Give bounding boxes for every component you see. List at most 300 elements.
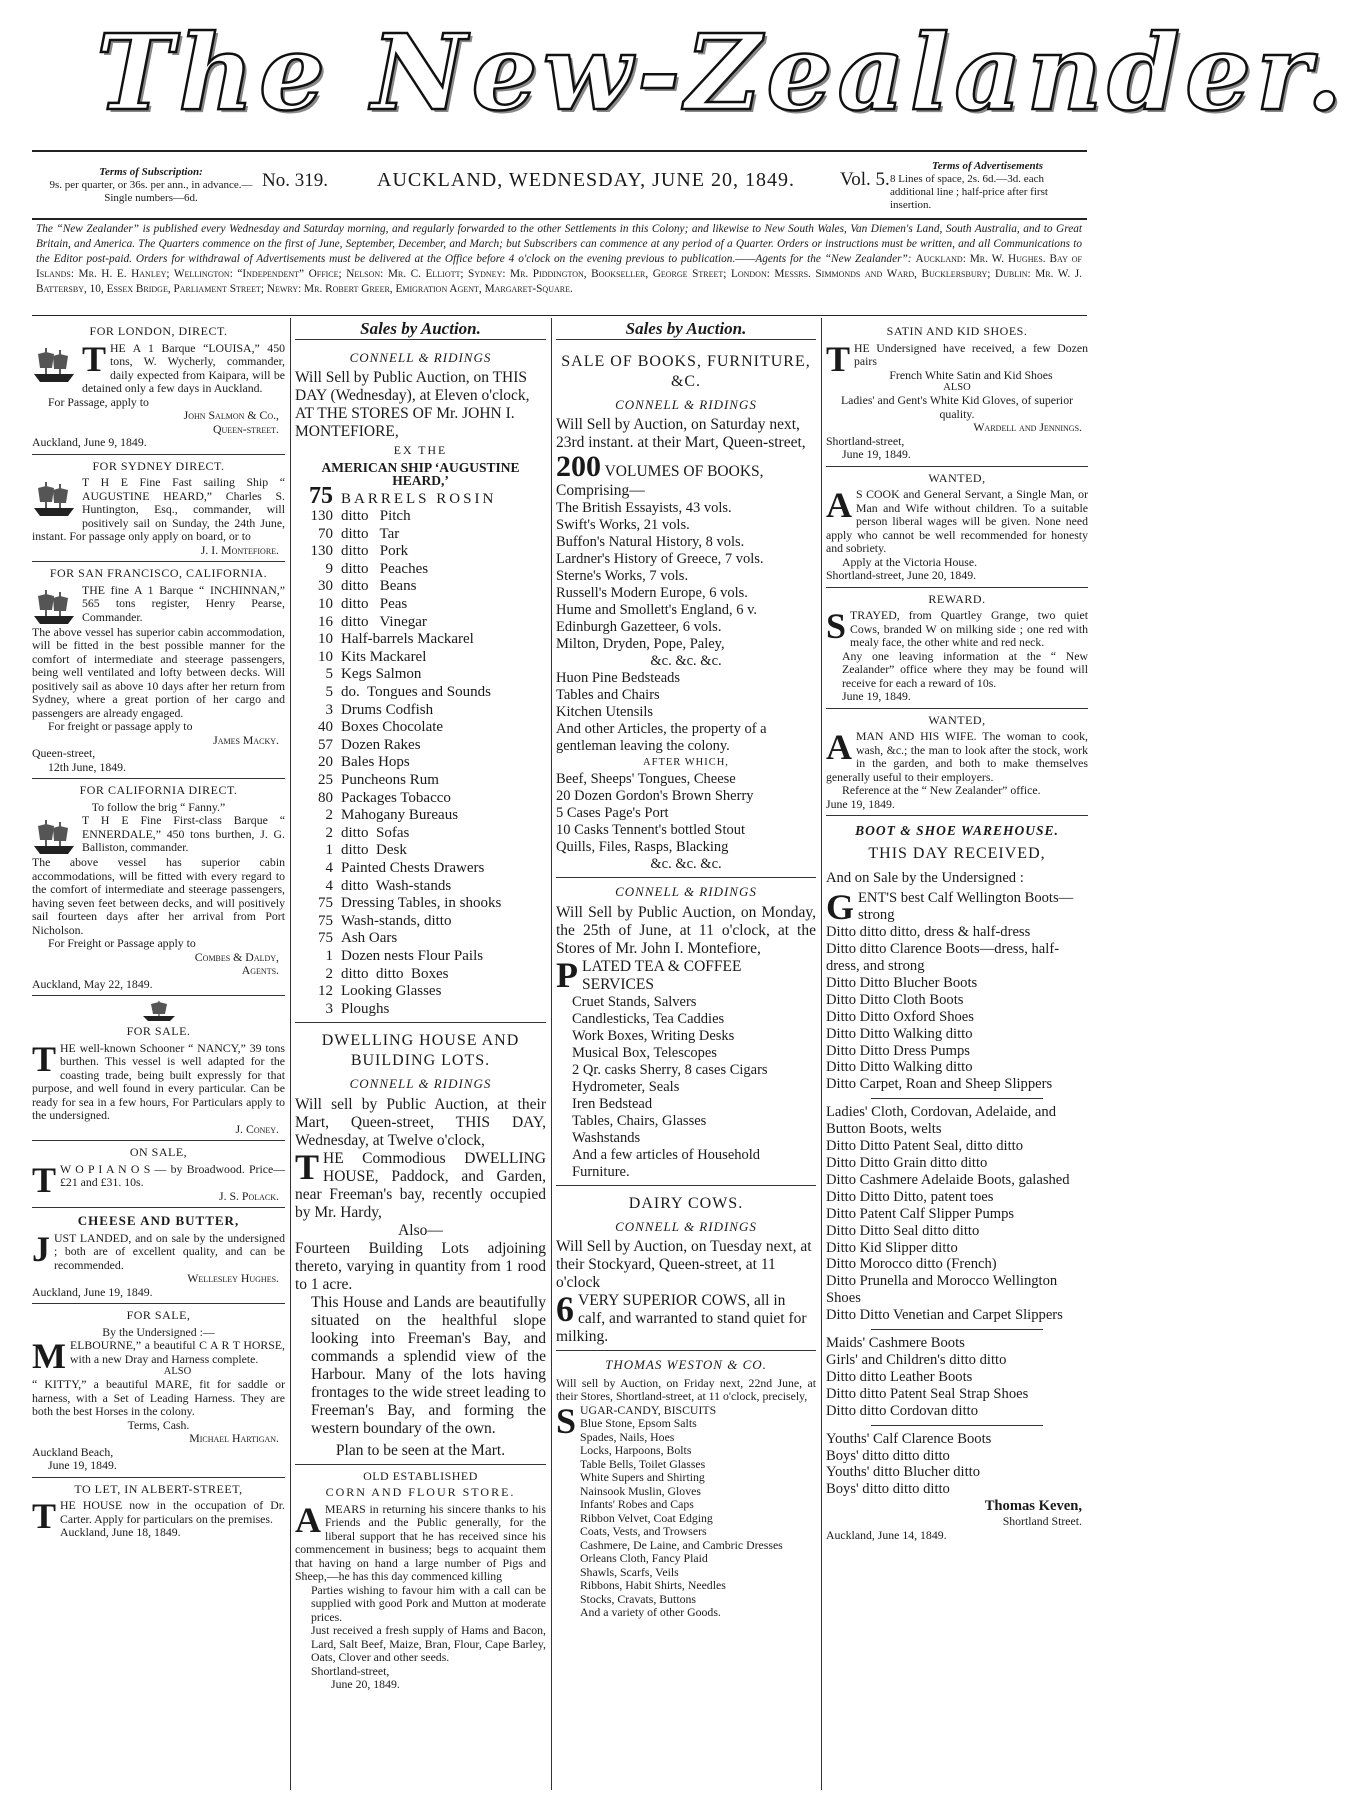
issue-date: AUCKLAND, WEDNESDAY, JUNE 20, 1849. (377, 169, 795, 191)
ship-icon (139, 1000, 179, 1022)
ad-heading: FOR SALE. (126, 1024, 191, 1038)
inventory-row (295, 772, 546, 790)
list-item: Ditto Ditto Patent Seal, ditto ditto (826, 1138, 1024, 1155)
inventory-row (295, 983, 546, 1001)
list-item: Ditto Ditto Dress Pumps (826, 1042, 970, 1059)
ad-heading: CORN AND FLOUR STORE. (325, 1485, 516, 1500)
inventory-row (295, 790, 546, 808)
ad-dwelling-house (295, 1023, 546, 1465)
list-item: Ditto Ditto Walking ditto (826, 1059, 973, 1076)
ad-line: French White Satin and Kid Shoes (889, 367, 1053, 382)
drop-cap: S (826, 606, 847, 646)
inventory-qty: 80 (318, 789, 333, 806)
list-item: Ditto Ditto Seal ditto ditto (826, 1222, 980, 1239)
inventory-desc: ditto Vinegar (341, 613, 427, 630)
ad-body: HE well-known Schooner “ NANCY,” 39 tons burthen. This vessel is well adapted for the coasting trade, being built expressly for that purpose, and well found in every particular. Can be ready for sea in a few hours, For Particulars apply to the undersigned. (32, 1040, 285, 1122)
ad-body: HE HOUSE now in the occupation of Dr. Carter. Apply for particulars on the premises. (60, 1498, 285, 1526)
list-item: Washstands (572, 1129, 641, 1146)
auctioneer: CONNELL & RIDINGS (615, 884, 757, 899)
ship-name: AMERICAN SHIP ‘AUGUSTINE HEARD,’ (321, 459, 520, 488)
advertisement-terms-text: 8 Lines of space, 2s. 6d.—3d. each additional line ; half-price after first insertion. (890, 173, 1048, 211)
ad-body: “ KITTY,” a beautiful MARE, fit for saddle or harness, with a Set of Leading Harness. They are both the best Horses in the colony. (32, 1377, 285, 1418)
lead-text: VOLUMES OF BOOKS, Comprising— (556, 463, 764, 499)
ad-lead: LATED TEA & COFFEE SERVICES (582, 957, 742, 993)
ad-body: The above vessel has superior cabin accommodations, will be fitted with every regard to the comfort of intermediate and steerage passengers, having seven feet between decks, and will positively sail fourteen days after her arrival from Port Nicholson. (32, 855, 285, 937)
ad-subheading: By the Undersigned :— (102, 1324, 215, 1339)
drop-cap: G (826, 887, 855, 928)
column-1 (32, 320, 285, 1788)
inventory-qty: 16 (318, 613, 333, 630)
list-item: Ribbon Velvet, Coat Edging (580, 1510, 713, 1525)
inventory-qty: 3 (325, 701, 333, 718)
inventory-list (295, 482, 546, 1019)
etc: &c. &c. &c. (650, 653, 722, 669)
auctioneer: CONNELL & RIDINGS (349, 349, 492, 365)
ad-heading: REWARD. (928, 591, 986, 606)
list-item: Infants' Robes and Caps (580, 1497, 694, 1511)
list-item: Maids' Cashmere Boots (826, 1335, 965, 1352)
ad-body: S COOK and General Servant, a Single Man, or Man and Wife without children. To a suitable person liberal wages will be given. None need apply who cannot be well recommended for honesty and sobriety. (826, 487, 1088, 555)
list-item: 20 Dozen Gordon's Brown Sherry (556, 788, 754, 804)
list-item: Ditto ditto Leather Boots (826, 1368, 973, 1385)
inventory-desc: Looking Glasses (341, 983, 442, 1000)
inventory-desc: Kits Mackarel (341, 648, 427, 665)
inventory-row (295, 842, 546, 860)
list-item: Ditto Carpet, Roan and Sheep Slippers (826, 1076, 1053, 1093)
boot-list-maids (826, 1335, 1088, 1420)
list-item: Ditto Ditto Cloth Boots (826, 991, 964, 1008)
ad-heading: ON SALE, (129, 1145, 188, 1159)
inventory-desc: ditto Beans (341, 578, 417, 595)
ad-date: Auckland, June 14, 1849. (826, 1527, 947, 1542)
ad-auction-augustine-heard (295, 344, 546, 1024)
inventory-desc: Bales Hops (341, 754, 410, 771)
inventory-desc: ditto Wash-stands (341, 877, 452, 894)
inventory-desc: Painted Chests Drawers (341, 859, 485, 876)
ad-place: Auckland Beach, (32, 1444, 114, 1459)
inventory-qty: 9 (325, 560, 333, 577)
ad-signature: J. S. Polack. (218, 1188, 279, 1203)
inventory-row (295, 895, 546, 913)
ad-body: T H E Fine First-class Barque “ ENNERDALE,” 450 tons burthen, J. G. Balliston, commander. (82, 813, 285, 854)
list-item: Ribbons, Habit Shirts, Needles (580, 1578, 726, 1592)
list-item: Cashmere, De Laine, and Cambric Dresses (580, 1537, 783, 1552)
drop-cap: T (32, 1496, 57, 1536)
lead-number: 200 (556, 450, 601, 483)
ad-body: Reference at the “ New Zealander” office. (842, 783, 1041, 797)
ad-satin-shoes (826, 320, 1088, 467)
inventory-row (295, 702, 546, 720)
ad-horses (32, 1304, 285, 1478)
section-heading: Sales by Auction. (295, 322, 546, 340)
boot-list-youths (826, 1431, 1088, 1499)
ad-wanted-cook (826, 467, 1088, 588)
column-rule (290, 318, 291, 1790)
inventory-qty: 5 (325, 684, 333, 701)
ad-plated-tea (556, 878, 816, 1186)
inventory-row (295, 631, 546, 649)
plated-list (556, 994, 816, 1181)
books-list (556, 500, 816, 653)
list-item: Ditto Ditto Walking ditto (826, 1025, 973, 1042)
inventory-qty: 10 (318, 648, 333, 665)
inventory-qty: 130 (310, 508, 333, 525)
ad-body: The above vessel has superior cabin accommodation, will be fitted in the best possible manner for the comfort of intermediate and steerage passengers, being well ventilated and lofty between decks. Will positively sail as above 10 days after her return from Sydney, where a great portion of her cargo and passengers are already engaged. (32, 624, 285, 720)
ad-ex: EX THE (393, 443, 448, 457)
etc: &c. &c. &c. (650, 856, 722, 872)
inventory-qty: 4 (325, 877, 333, 894)
ad-california-direct (32, 779, 285, 996)
ad-reward (826, 588, 1088, 709)
ad-signature: Thomas Keven, (984, 1498, 1082, 1515)
ad-date: Shortland-street, June 20, 1849. (826, 568, 977, 582)
list-item: And a few articles of Household Furniture. (572, 1146, 761, 1180)
ad-sale-of-books (556, 344, 816, 879)
list-item: Youths' ditto Blucher ditto (826, 1464, 980, 1481)
ad-heading: TO LET, IN ALBERT-STREET, (74, 1481, 243, 1496)
ship-icon (32, 586, 76, 626)
inventory-desc: ditto Desk (341, 842, 407, 859)
inventory-desc: Ash Oars (341, 930, 398, 947)
inventory-desc: Kegs Salmon (341, 666, 422, 683)
list-item: Ditto ditto Cordovan ditto (826, 1402, 979, 1419)
inventory-desc: Dozen nests Flour Pails (341, 947, 484, 964)
inventory-desc: Wash-stands, ditto (341, 912, 452, 929)
list-item (826, 887, 1088, 928)
list-item: Beef, Sheeps' Tongues, Cheese (556, 771, 736, 787)
inventory-qty: 1 (325, 842, 333, 859)
ad-intro: Will Sell by Auction, on Saturday next, 23rd instant. at their Mart, Queen-street, (556, 416, 806, 451)
ad-date: June 19, 1849. (48, 1458, 117, 1472)
subscription-terms (36, 166, 266, 205)
list-item: Table Bells, Toilet Glasses (580, 1456, 706, 1471)
list-item: Ditto ditto Patent Seal Strap Shoes (826, 1385, 1029, 1402)
inventory-desc: Dressing Tables, in shooks (341, 895, 502, 912)
ad-date: 12th June, 1849. (48, 759, 126, 774)
ad-signature: Wellesley Hughes. (187, 1271, 279, 1285)
list-item: Edinburgh Gazetteer, 6 vols. (556, 619, 722, 635)
ad-heading: FOR SYDNEY DIRECT. (92, 458, 225, 473)
ad-intro: Will sell by Public Auction, at their Mart, Queen-street, THIS DAY, Wednesday, at Twelve o'clock, (295, 1095, 546, 1149)
list-item: Ditto Ditto Ditto, patent toes (826, 1188, 994, 1205)
ad-heading: DAIRY COWS. (628, 1194, 744, 1212)
list-item: Cruet Stands, Salvers (572, 993, 697, 1010)
list-item: 10 Casks Tennent's bottled Stout (556, 822, 746, 838)
ad-apply: For Freight or Passage apply to (48, 936, 196, 950)
ad-intro: And on Sale by the Undersigned : (826, 869, 1024, 886)
ad-place: Shortland Street. (1002, 1514, 1082, 1529)
divider (871, 1425, 1043, 1426)
ad-san-francisco (32, 562, 285, 779)
ad-intro: Will Sell by Public Auction, on THIS DAY (Wednesday), at Eleven o'clock, AT THE STORES OF Mr. JOHN I. MONTEFIORE, (295, 369, 530, 440)
ad-heading: OLD ESTABLISHED (363, 1468, 478, 1483)
ad-date: June 19, 1849. (826, 796, 895, 811)
inventory-desc: ditto ditto Boxes (341, 965, 449, 982)
auctioneer: THOMAS WESTON & CO. (605, 1357, 767, 1372)
list-item: Buffon's Natural History, 8 vols. (556, 534, 745, 550)
list-item: Hume and Smollett's England, 6 v. (556, 602, 758, 618)
drop-cap: A (826, 485, 852, 525)
list-item: Swift's Works, 21 vols. (556, 517, 690, 533)
inventory-qty: 10 (318, 596, 333, 613)
list-item: Ditto Ditto Oxford Shoes (826, 1008, 974, 1025)
inventory-qty: 57 (318, 736, 333, 753)
list-item: Ditto Ditto Grain ditto ditto (826, 1155, 988, 1171)
inventory-row (295, 825, 546, 843)
list-item: Ditto Ditto Blucher Boots (826, 974, 978, 991)
list-item: Spades, Nails, Hoes (580, 1429, 675, 1444)
ad-signature: Combes & Daldy, (194, 949, 279, 964)
divider (871, 1098, 1043, 1099)
inventory-row (295, 913, 546, 931)
dateline (32, 150, 1087, 220)
column-rule (551, 318, 552, 1790)
ad-body: MAN AND HIS WIFE. The woman to cook, wash, &c.; the man to look after the stock, work in the garden, and both to make themselves generally useful to their employers. (826, 729, 1088, 784)
list-item: Youths' Calf Clarence Boots (826, 1430, 992, 1447)
ad-also: Also— (398, 1221, 443, 1239)
ad-date: Auckland, May 22, 1849. (32, 976, 153, 991)
ad-heading: WANTED, (928, 712, 986, 727)
list-item: Boys' ditto ditto ditto (826, 1447, 950, 1464)
inventory-row (295, 684, 546, 702)
list-item: 5 Cases Page's Port (556, 805, 669, 821)
ad-signature: J. Coney. (235, 1121, 279, 1136)
drop-cap: T (32, 1038, 57, 1079)
ad-body: THE fine A 1 Barque “ INCHINNAN,” 565 tons register, Henry Pearse, Commander. (82, 582, 285, 624)
drop-cap: A (826, 727, 852, 767)
list-item: Shawls, Scarfs, Veils (580, 1564, 679, 1579)
ad-heading: SATIN AND KID SHOES. (886, 324, 1028, 338)
inventory-row (295, 578, 546, 596)
inventory-row (295, 719, 546, 737)
inventory-row (295, 860, 546, 878)
newspaper-title: The New-Zealander. (96, 11, 1348, 134)
inventory-row (295, 526, 546, 544)
list-item: Milton, Dryden, Pope, Paley, (556, 636, 725, 652)
list-item: Blue Stone, Epsom Salts (580, 1416, 697, 1430)
list-item: Ditto ditto Clarence Boots—dress, half-dress, and strong (826, 941, 1060, 975)
list-item: Iren Bedstead (572, 1095, 653, 1112)
auctioneer: CONNELL & RIDINGS (615, 1218, 757, 1234)
list-item: Tables and Chairs (556, 687, 660, 703)
inventory-qty: 70 (318, 525, 333, 542)
inventory-row (295, 614, 546, 632)
ad-apply: For freight or passage apply to (48, 719, 193, 733)
inventory-desc: ditto Sofas (341, 824, 410, 841)
ad-body: HE A 1 Barque “LOUISA,” 450 tons, W. Wycherly, commander, daily expected from Kaipara, will be detained only a few days in Auckland. (82, 340, 285, 395)
inventory-desc: Puncheons Rum (341, 772, 439, 788)
ad-intro: Will Sell by Auction, on Tuesday next, at their Stockyard, Queen-street, at 11 o'clock (556, 1238, 812, 1291)
list-item-text: ENT'S best Calf Wellington Boots—strong (858, 890, 1074, 924)
list-item: Ditto Prunella and Morocco Wellington Shoes (826, 1273, 1058, 1307)
list-item: Ditto Cashmere Adelaide Boots, galashed (826, 1171, 1070, 1188)
inventory-qty: 10 (318, 631, 333, 648)
ad-heading: SALE OF BOOKS, FURNITURE, &C. (561, 352, 811, 390)
ad-body: HE Commodious DWELLING HOUSE, Paddock, and Garden, near Freeman's bay, recently occupied by Mr. Hardy, (295, 1149, 546, 1221)
inventory-row (295, 948, 546, 966)
ad-date: June 20, 1849. (331, 1677, 400, 1692)
inventory-desc: Half-barrels Mackarel (341, 631, 474, 648)
ad-also: ALSO (943, 382, 971, 393)
subscription-terms-text: 9s. per quarter, or 36s. per ann., in advance.—Single numbers—6d. (49, 179, 253, 204)
notice-text: The “New Zealander” is published every Wednesday and Saturday morning, and regularly forwarded to the other Settlements in this Colony; and likewise to New South Wales, Van Diemen's Land, South Australia, and to Great Britain, and America. The Quarters commence on the first of June, September, December, and March; but Subscribers can commence at any period of a Quarter. Orders or instructions must be written, and all Communications to the Editor post-paid. Orders for withdrawal of Advertisements must be delivered at the Office before 4 o'clock on the evening previous to publication.——Agents for the “New Zealander”: (36, 223, 1082, 265)
section-heading: Sales by Auction. (556, 322, 816, 340)
inventory-qty: 25 (318, 772, 333, 788)
list-item: White Supers and Shirting (580, 1470, 705, 1484)
ad-intro: Will sell by Auction, on Friday next, 22nd June, at their Stores, Shortland-street, at 11 o'clock, precisely, (556, 1375, 816, 1403)
ad-place: Shortland-street, (826, 433, 905, 448)
list-item: Girls' and Children's ditto ditto (826, 1351, 1007, 1368)
drop-cap: S (556, 1400, 577, 1441)
list-item: Ditto Patent Calf Slipper Pumps (826, 1205, 1015, 1222)
inventory-qty: 30 (318, 578, 333, 595)
inventory-row (295, 649, 546, 667)
list-item: Ladies' Cloth, Cordovan, Adelaide, and Button Boots, welts (826, 1104, 1057, 1138)
ad-heading: DWELLING HOUSE AND BUILDING LOTS. (321, 1032, 520, 1070)
ad-body: HE Undersigned have received, a few Dozen pairs (854, 340, 1088, 368)
inventory-qty: 2 (325, 807, 333, 824)
list-item: Locks, Harpoons, Bolts (580, 1443, 692, 1457)
after-which: AFTER WHICH, (643, 757, 729, 768)
inventory-qty: 75 (318, 895, 333, 912)
ad-for-sale-schooner (32, 996, 285, 1141)
inventory-row (295, 737, 546, 755)
inventory-row (295, 508, 546, 526)
ad-corn-flour-store (295, 1465, 546, 1696)
ad-subheading: THIS DAY RECEIVED, (868, 844, 1046, 862)
inventory-qty: 1 (325, 947, 333, 964)
ad-signature-address: Queen-street. (212, 421, 279, 436)
more-list (556, 670, 816, 755)
drop-cap: P (556, 954, 578, 995)
ship-icon (32, 344, 76, 384)
list-item: Stocks, Cravats, Buttons (580, 1591, 697, 1606)
list-item: Candlesticks, Tea Caddies (572, 1010, 725, 1027)
list-item: And a variety of other Goods. (580, 1605, 721, 1619)
ad-body: T H E Fine Fast sailing Ship “ AUGUSTINE HEARD,” Charles S. Huntington, Esq., commander, will positively sail on Sunday, the 24th June, instant. For passage only apply on board, or to (32, 475, 285, 543)
ad-heading: FOR SAN FRANCISCO, CALIFORNIA. (49, 566, 268, 580)
ad-thomas-weston (556, 1351, 816, 1624)
ad-body: Just received a fresh supply of Hams and Bacon, Lard, Salt Beef, Maize, Bran, Flour, Cape Barley, Oats, Clover and other seeds. (311, 1623, 546, 1665)
inventory-row (295, 561, 546, 579)
list-item: Orleans Cloth, Fancy Plaid (580, 1551, 708, 1565)
ad-terms: Terms, Cash. (127, 1417, 190, 1432)
inventory-qty: 130 (310, 543, 333, 560)
ad-signature: J. I. Montefiore. (200, 542, 279, 557)
agents-list: Auckland: Mr. W. Hughes. Bay of Islands: Mr. H. E. Hanley; Wellington: “Independent” Office; Nelson: Mr. C. Elliott; Sydney: Mr. Piddington, Bookseller, George Street; London: Messrs. Simmonds and Ward, Bucklersbury; Dublin: Mr. W. J. Battersby, 10, Essex Bridge, Parliament Street; Newry: Mr. Robert Greer, Emigration Agent, Margaret-Square. (36, 253, 1082, 295)
list-item: Hydrometer, Seals (572, 1078, 680, 1095)
column-top-rule (32, 315, 1087, 316)
inventory-row (295, 666, 546, 684)
ad-intro: Will Sell by Public Auction, on Monday, the 25th of June, at 11 o'clock, at the Stores of Mr. John I. Montefiore, (556, 903, 816, 957)
ad-place: Shortland-street, (311, 1663, 390, 1678)
ad-body: Parties wishing to favour him with a call can be supplied with good Pork and Mutton at moderate prices. (311, 1582, 546, 1624)
auctioneer: CONNELL & RIDINGS (615, 396, 757, 412)
advertisement-terms-heading: Terms of Advertisements (931, 160, 1043, 172)
drop-cap: T (32, 1159, 57, 1200)
list-item: The British Essayists, 43 vols. (556, 500, 732, 516)
inventory-desc: Dozen Rakes (341, 736, 421, 753)
subscription-terms-heading: Terms of Subscription: (99, 166, 203, 178)
list-item: Ditto Kid Slipper ditto (826, 1239, 958, 1256)
list-item: Musical Box, Telescopes (572, 1044, 717, 1061)
publication-notice (36, 222, 1082, 297)
ad-heading: FOR LONDON, DIRECT. (89, 324, 228, 338)
drop-cap: T (82, 338, 107, 379)
ad-heading: CHEESE AND BUTTER, (77, 1213, 240, 1228)
ad-signature: John Salmon & Co., (183, 408, 279, 422)
boot-list-gents (826, 887, 1088, 1093)
ad-apply: For Passage, apply to (48, 394, 149, 409)
inventory-row (295, 966, 546, 984)
inventory-desc: ditto Tar (341, 525, 400, 542)
list-item: 2 Qr. casks Sherry, 8 cases Cigars (572, 1061, 768, 1078)
ad-subheading: To follow the brig “ Fanny.” (91, 799, 226, 814)
drop-cap: M (32, 1336, 66, 1376)
drop-cap: J (32, 1228, 50, 1269)
drop-cap: 6 (556, 1289, 574, 1329)
column-4 (826, 320, 1088, 1788)
inventory-desc: Packages Tobacco (341, 789, 451, 806)
inventory-desc: Ploughs (341, 1000, 390, 1017)
drop-cap: A (295, 1499, 321, 1540)
ad-signature: Michael Hartigan. (189, 1431, 279, 1445)
inventory-desc: ditto Pork (341, 543, 409, 560)
inventory-row (295, 754, 546, 772)
inventory-desc: ditto Pitch (341, 508, 411, 525)
inventory-row (295, 543, 546, 561)
ad-body: UST LANDED, and on sale by the undersigned ; both are of excellent quality, and can be recommended. (54, 1230, 285, 1272)
ad-date: June 19, 1849. (842, 447, 911, 461)
advertisement-terms (890, 160, 1085, 212)
drop-cap: T (826, 338, 851, 379)
ad-sydney-direct (32, 455, 285, 563)
inventory-desc: Drums Codfish (341, 701, 434, 718)
list-item: Tables, Chairs, Glasses (572, 1112, 707, 1129)
list-item: Nainsook Muslin, Gloves (580, 1483, 701, 1498)
ad-place: Queen-street, (32, 746, 96, 760)
column-3 (556, 320, 816, 1788)
inventory-desc: do. Tongues and Sounds (341, 684, 491, 701)
weston-list (556, 1417, 816, 1620)
ad-body: Any one leaving information at the “ New Zealander” office where they may be found will receive for each a reward of 10s. (842, 648, 1088, 690)
list-item: Russell's Modern Europe, 6 vols. (556, 585, 748, 601)
inventory-qty: 75 (318, 912, 333, 929)
list-item: Ditto Morocco ditto (French) (826, 1256, 997, 1273)
ad-lead: UGAR-CANDY, BISCUITS (580, 1402, 717, 1417)
inventory-qty: 20 (318, 754, 333, 771)
inventory-qty: 40 (318, 719, 333, 736)
ad-heading: WANTED, (928, 470, 986, 485)
ad-heading: FOR SALE, (126, 1308, 191, 1322)
list-item: Lardner's History of Greece, 7 vols. (556, 551, 764, 567)
inventory-qty: 75 (318, 930, 333, 947)
ad-date: Auckland, June 9, 1849. (32, 435, 147, 449)
inventory-desc: Mahogany Bureaus (341, 807, 459, 824)
inventory-qty: 3 (325, 1000, 333, 1017)
list-item: Coats, Vests, and Trowsers (580, 1524, 707, 1538)
inventory-desc: ditto Peaches (341, 560, 429, 577)
after-list (556, 771, 816, 856)
ad-signature: Wardell and Jennings. (973, 420, 1082, 434)
inventory-row (295, 482, 546, 509)
ad-cheese-butter (32, 1208, 285, 1304)
ad-wanted-man-wife (826, 709, 1088, 817)
column-2 (295, 320, 546, 1788)
ad-date: June 19, 1849. (842, 689, 911, 703)
inventory-qty: 5 (325, 666, 333, 683)
ad-body: This House and Lands are beautifully situated on the healthful slope looking into Freeman's Bay, and commands a splendid view of the Harbour. Many of the lots having frontages to the wide street leading to Freeman's Bay, and forming the western boundary of the own. (311, 1293, 546, 1437)
